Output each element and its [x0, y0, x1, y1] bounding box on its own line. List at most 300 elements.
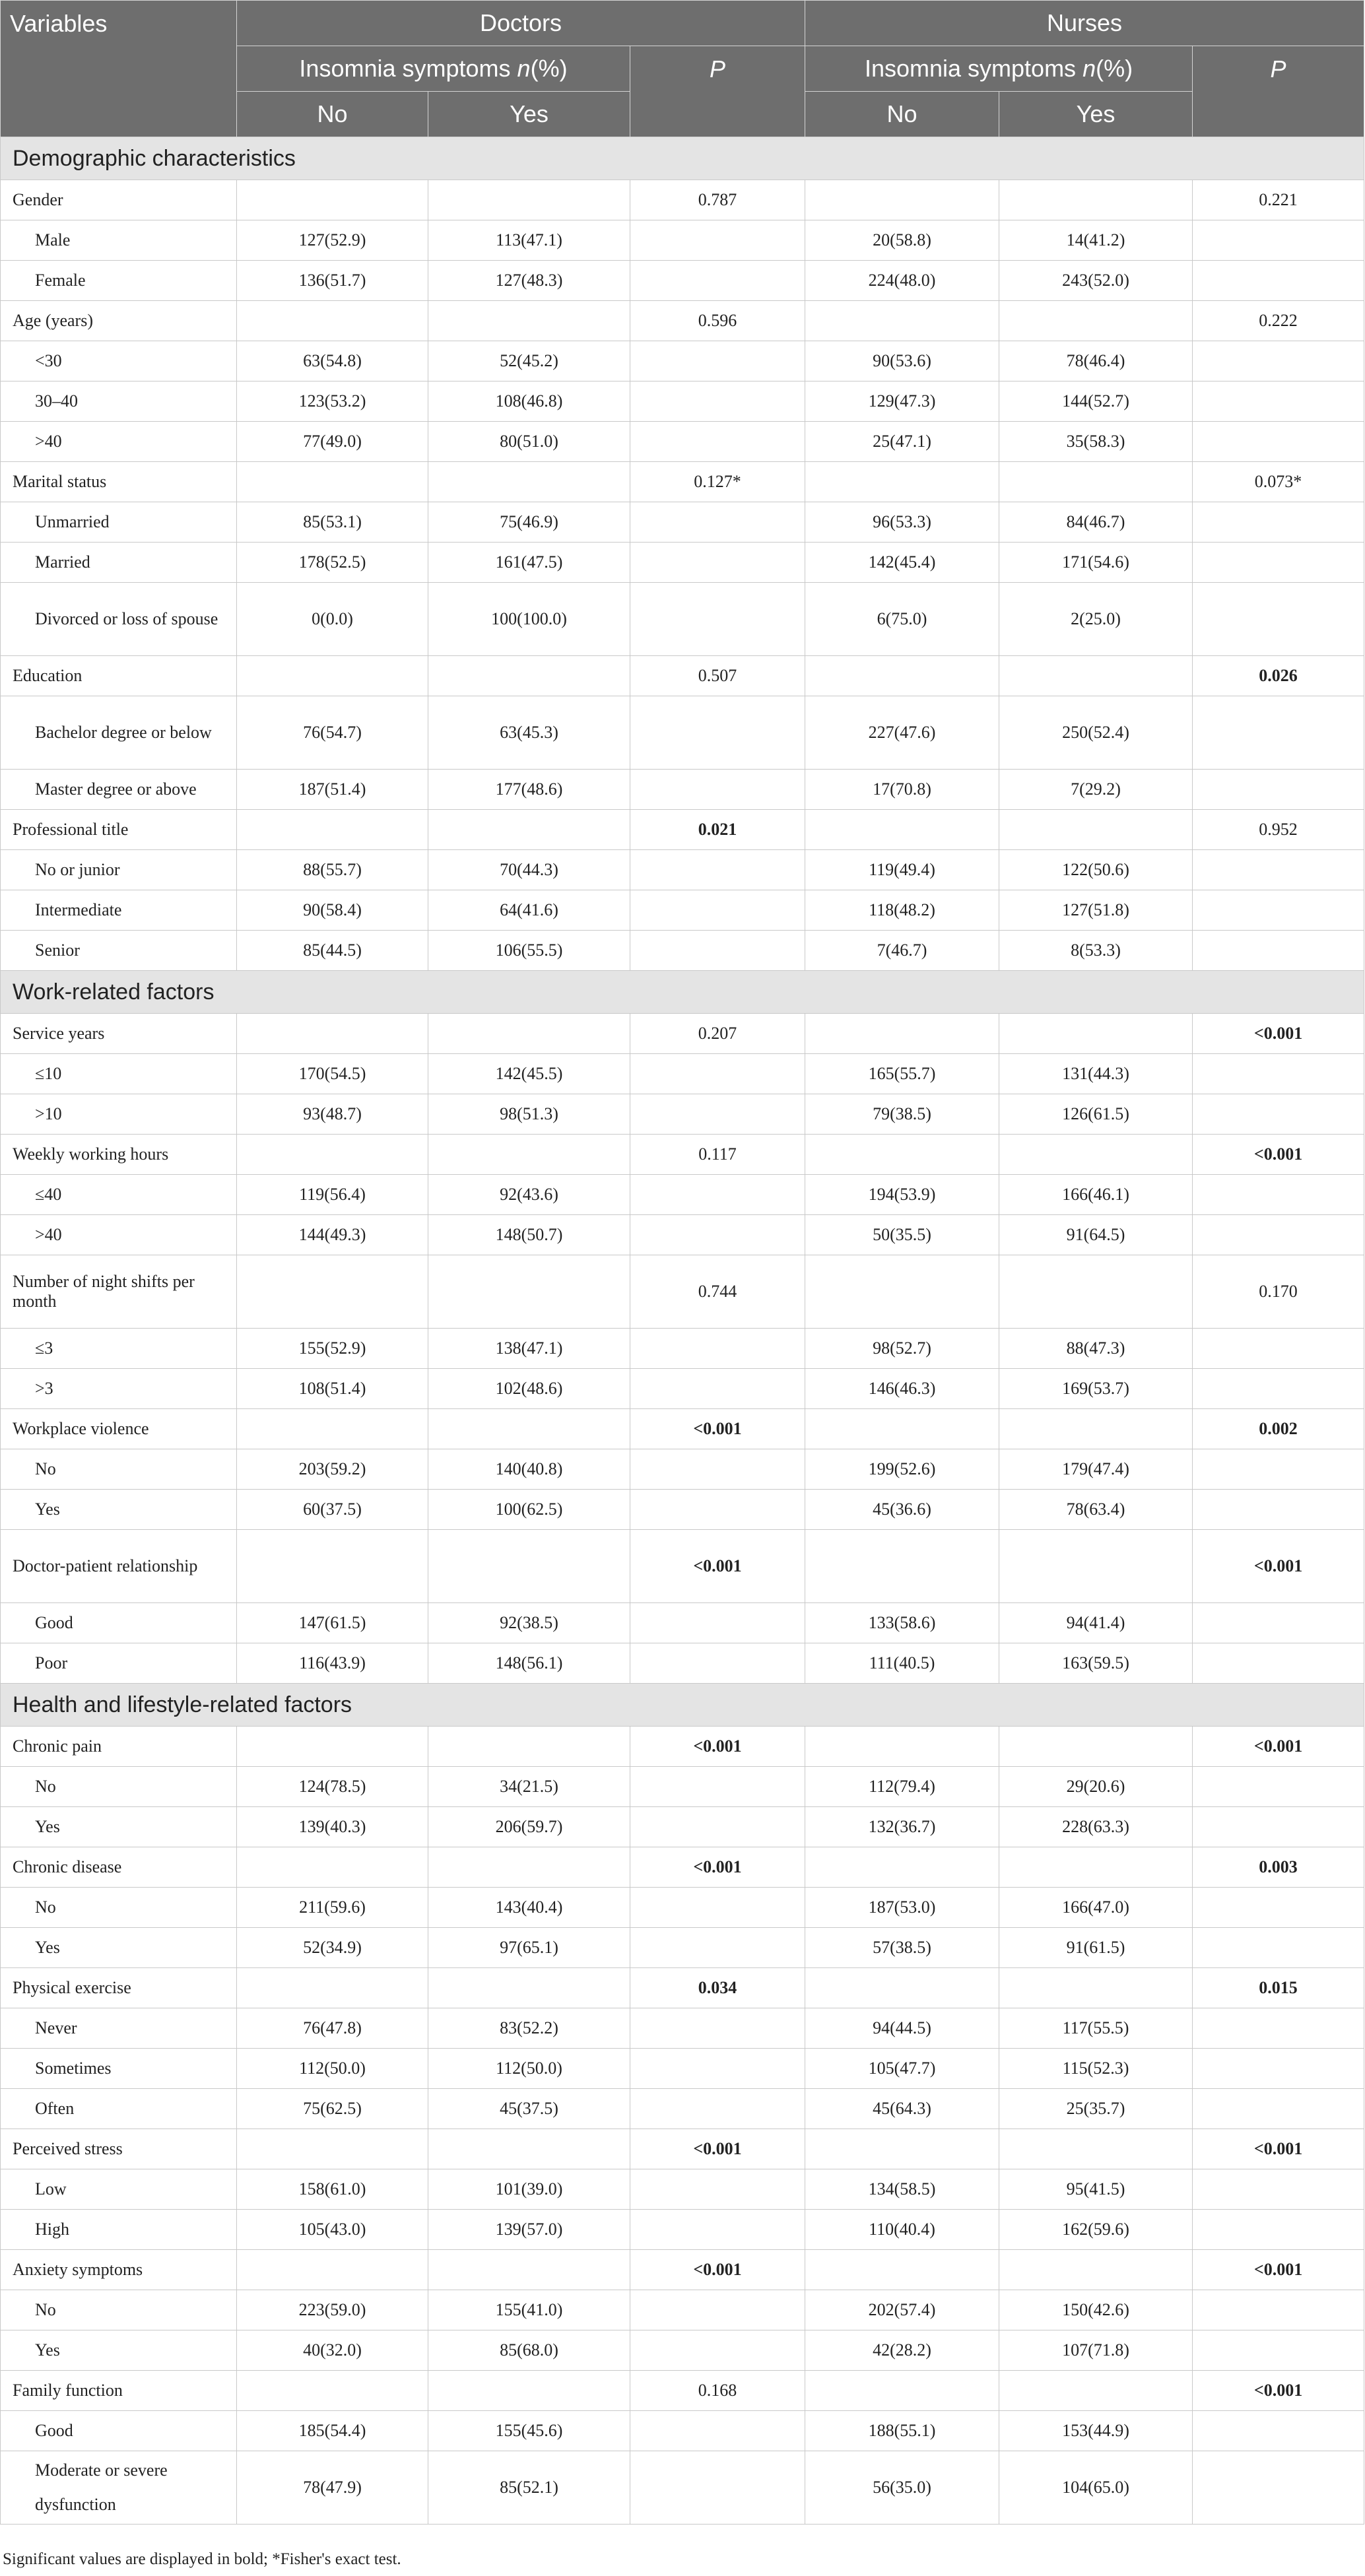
- doctors-p-value: [630, 770, 805, 810]
- doctors-yes-cell: 148(56.1): [428, 1643, 630, 1684]
- doctors-no-cell: [237, 2250, 428, 2290]
- row-label: Age (years): [1, 301, 237, 341]
- row-label: No or junior: [1, 850, 237, 890]
- nurses-yes-cell: 126(61.5): [999, 1094, 1193, 1135]
- doctors-p-value: [630, 341, 805, 381]
- doctors-yes-cell: 127(48.3): [428, 261, 630, 301]
- nurses-yes-cell: [999, 1255, 1193, 1329]
- doctors-p-value: 0.207: [630, 1014, 805, 1054]
- doctors-p-value: [630, 1215, 805, 1255]
- nurses-yes-cell: 14(41.2): [999, 220, 1193, 261]
- nurses-yes-cell: [999, 1968, 1193, 2008]
- nurses-no-cell: [805, 2129, 999, 2169]
- nurses-yes-cell: [999, 656, 1193, 696]
- doctors-no-cell: 76(47.8): [237, 2008, 428, 2049]
- doctors-no-cell: [237, 1530, 428, 1603]
- doctors-no-cell: 170(54.5): [237, 1054, 428, 1094]
- variable-row: [1, 1409, 1364, 1449]
- doctors-no-cell: 203(59.2): [237, 1449, 428, 1490]
- nurses-p-value: [1193, 583, 1364, 656]
- nurses-no-cell: 119(49.4): [805, 850, 999, 890]
- category-row: [1, 931, 1364, 971]
- doctors-no-cell: [237, 1135, 428, 1175]
- doctors-p-value: [630, 261, 805, 301]
- nurses-p-value: [1193, 422, 1364, 462]
- doctors-yes-cell: [428, 2250, 630, 2290]
- nurses-p-value: [1193, 850, 1364, 890]
- nurses-yes-cell: 107(71.8): [999, 2330, 1193, 2371]
- doctors-yes-cell: 92(38.5): [428, 1603, 630, 1643]
- category-row: [1, 1888, 1364, 1928]
- nurses-p-value: [1193, 1888, 1364, 1928]
- nurses-p-value: <0.001: [1193, 2250, 1364, 2290]
- row-label: >3: [1, 1369, 237, 1409]
- nurses-p-value: [1193, 1175, 1364, 1215]
- doctors-p-value: [630, 422, 805, 462]
- nurses-p-value: <0.001: [1193, 2129, 1364, 2169]
- doctors-p-value: [630, 2451, 805, 2525]
- doctors-no-cell: 116(43.9): [237, 1643, 428, 1684]
- row-label: Bachelor degree or below: [1, 696, 237, 770]
- category-row: [1, 1490, 1364, 1530]
- nurses-yes-cell: [999, 810, 1193, 850]
- doctors-p-value: 0.168: [630, 2371, 805, 2411]
- header-doctors-insomnia: Insomnia symptoms n(%): [237, 46, 630, 92]
- nurses-p-value: [1193, 1054, 1364, 1094]
- row-label: Yes: [1, 1807, 237, 1847]
- variable-row: [1, 180, 1364, 220]
- doctors-yes-cell: 85(68.0): [428, 2330, 630, 2371]
- nurses-no-cell: 94(44.5): [805, 2008, 999, 2049]
- doctors-yes-cell: [428, 462, 630, 502]
- nurses-yes-cell: 94(41.4): [999, 1603, 1193, 1643]
- doctors-p-value: [630, 1369, 805, 1409]
- row-label: >40: [1, 422, 237, 462]
- nurses-no-cell: 112(79.4): [805, 1767, 999, 1807]
- row-label: >40: [1, 1215, 237, 1255]
- nurses-p-value: [1193, 1094, 1364, 1135]
- row-label: Chronic disease: [1, 1847, 237, 1888]
- row-label: Education: [1, 656, 237, 696]
- row-label: Chronic pain: [1, 1727, 237, 1767]
- nurses-p-value: 0.170: [1193, 1255, 1364, 1329]
- row-label: Service years: [1, 1014, 237, 1054]
- nurses-no-cell: [805, 1255, 999, 1329]
- nurses-yes-cell: 243(52.0): [999, 261, 1193, 301]
- nurses-no-cell: 224(48.0): [805, 261, 999, 301]
- row-label: Male: [1, 220, 237, 261]
- doctors-yes-cell: 100(62.5): [428, 1490, 630, 1530]
- category-row: [1, 2290, 1364, 2330]
- nurses-yes-cell: 25(35.7): [999, 2089, 1193, 2129]
- row-label: High: [1, 2210, 237, 2250]
- nurses-yes-cell: [999, 1847, 1193, 1888]
- variable-row: [1, 1727, 1364, 1767]
- doctors-no-cell: 105(43.0): [237, 2210, 428, 2250]
- row-label: Good: [1, 2411, 237, 2451]
- nurses-p-value: [1193, 1767, 1364, 1807]
- nurses-p-value: [1193, 931, 1364, 971]
- nurses-no-cell: 56(35.0): [805, 2451, 999, 2525]
- category-row: [1, 543, 1364, 583]
- doctors-no-cell: 60(37.5): [237, 1490, 428, 1530]
- doctors-yes-cell: 102(48.6): [428, 1369, 630, 1409]
- header-nurses-insomnia: Insomnia symptoms n(%): [805, 46, 1193, 92]
- doctors-no-cell: [237, 2129, 428, 2169]
- nurses-p-value: [1193, 2008, 1364, 2049]
- doctors-p-value: [630, 1643, 805, 1684]
- nurses-yes-cell: 7(29.2): [999, 770, 1193, 810]
- nurses-yes-cell: 144(52.7): [999, 381, 1193, 422]
- header-nurses-p: P: [1193, 46, 1364, 137]
- doctors-p-value: <0.001: [630, 1530, 805, 1603]
- nurses-no-cell: [805, 656, 999, 696]
- nurses-no-cell: 42(28.2): [805, 2330, 999, 2371]
- nurses-no-cell: 7(46.7): [805, 931, 999, 971]
- nurses-p-value: [1193, 220, 1364, 261]
- nurses-p-value: 0.073*: [1193, 462, 1364, 502]
- doctors-yes-cell: [428, 1014, 630, 1054]
- nurses-no-cell: 146(46.3): [805, 1369, 999, 1409]
- doctors-yes-cell: 139(57.0): [428, 2210, 630, 2250]
- doctors-no-cell: 0(0.0): [237, 583, 428, 656]
- category-row: [1, 1928, 1364, 1968]
- nurses-yes-cell: [999, 2129, 1193, 2169]
- row-label: Female: [1, 261, 237, 301]
- nurses-yes-cell: 35(58.3): [999, 422, 1193, 462]
- doctors-p-value: [630, 1449, 805, 1490]
- variable-row: [1, 1014, 1364, 1054]
- category-row: [1, 583, 1364, 656]
- doctors-p-value: [630, 1490, 805, 1530]
- nurses-p-value: [1193, 543, 1364, 583]
- row-label: Gender: [1, 180, 237, 220]
- nurses-yes-cell: 84(46.7): [999, 502, 1193, 543]
- doctors-yes-cell: 100(100.0): [428, 583, 630, 656]
- header-doctors-p: P: [630, 46, 805, 137]
- nurses-no-cell: 50(35.5): [805, 1215, 999, 1255]
- doctors-no-cell: 136(51.7): [237, 261, 428, 301]
- nurses-p-value: 0.002: [1193, 1409, 1364, 1449]
- doctors-p-value: [630, 1767, 805, 1807]
- doctors-no-cell: 155(52.9): [237, 1329, 428, 1369]
- row-label: Physical exercise: [1, 1968, 237, 2008]
- nurses-yes-cell: 127(51.8): [999, 890, 1193, 931]
- section-title: Demographic characteristics: [1, 137, 1364, 180]
- doctors-p-value: [630, 1928, 805, 1968]
- doctors-yes-cell: [428, 1530, 630, 1603]
- doctors-yes-cell: [428, 656, 630, 696]
- nurses-yes-cell: 122(50.6): [999, 850, 1193, 890]
- doctors-yes-cell: 45(37.5): [428, 2089, 630, 2129]
- nurses-p-value: <0.001: [1193, 1014, 1364, 1054]
- variable-row: [1, 1968, 1364, 2008]
- row-label: Divorced or loss of spouse: [1, 583, 237, 656]
- category-row: [1, 2049, 1364, 2089]
- doctors-p-value: [630, 543, 805, 583]
- row-label: Weekly working hours: [1, 1135, 237, 1175]
- doctors-p-value: [630, 1329, 805, 1369]
- doctors-p-value: <0.001: [630, 1847, 805, 1888]
- doctors-yes-cell: 101(39.0): [428, 2169, 630, 2210]
- doctors-yes-cell: [428, 1968, 630, 2008]
- category-row: [1, 1094, 1364, 1135]
- nurses-yes-cell: 78(46.4): [999, 341, 1193, 381]
- nurses-p-value: [1193, 2169, 1364, 2210]
- row-label: Master degree or above: [1, 770, 237, 810]
- nurses-p-value: 0.015: [1193, 1968, 1364, 2008]
- category-row: [1, 341, 1364, 381]
- nurses-no-cell: 188(55.1): [805, 2411, 999, 2451]
- doctors-p-value: [630, 2169, 805, 2210]
- doctors-p-value: 0.744: [630, 1255, 805, 1329]
- header-doctors: Doctors: [237, 1, 805, 46]
- row-label: Doctor-patient relationship: [1, 1530, 237, 1603]
- doctors-p-value: [630, 1807, 805, 1847]
- doctors-no-cell: [237, 1255, 428, 1329]
- doctors-yes-cell: 155(45.6): [428, 2411, 630, 2451]
- doctors-p-value: [630, 381, 805, 422]
- nurses-yes-cell: 78(63.4): [999, 1490, 1193, 1530]
- doctors-no-cell: 85(53.1): [237, 502, 428, 543]
- doctors-p-value: [630, 890, 805, 931]
- doctors-yes-cell: 75(46.9): [428, 502, 630, 543]
- row-label: Poor: [1, 1643, 237, 1684]
- variable-row: [1, 656, 1364, 696]
- nurses-p-value: [1193, 1928, 1364, 1968]
- category-row: [1, 890, 1364, 931]
- nurses-no-cell: 187(53.0): [805, 1888, 999, 1928]
- nurses-p-value: [1193, 2089, 1364, 2129]
- row-label: Sometimes: [1, 2049, 237, 2089]
- doctors-no-cell: 76(54.7): [237, 696, 428, 770]
- section-header-row: [1, 1684, 1364, 1727]
- nurses-no-cell: 98(52.7): [805, 1329, 999, 1369]
- doctors-yes-cell: [428, 1255, 630, 1329]
- nurses-no-cell: 57(38.5): [805, 1928, 999, 1968]
- doctors-no-cell: 223(59.0): [237, 2290, 428, 2330]
- doctors-yes-cell: 112(50.0): [428, 2049, 630, 2089]
- row-label: Often: [1, 2089, 237, 2129]
- nurses-yes-cell: 150(42.6): [999, 2290, 1193, 2330]
- row-label: No: [1, 1449, 237, 1490]
- nurses-p-value: [1193, 2451, 1364, 2525]
- doctors-p-value: <0.001: [630, 2250, 805, 2290]
- doctors-p-value: <0.001: [630, 1409, 805, 1449]
- doctors-no-cell: 123(53.2): [237, 381, 428, 422]
- doctors-no-cell: [237, 1014, 428, 1054]
- doctors-no-cell: [237, 1409, 428, 1449]
- nurses-no-cell: [805, 462, 999, 502]
- category-row: [1, 1767, 1364, 1807]
- nurses-yes-cell: 88(47.3): [999, 1329, 1193, 1369]
- row-label: Family function: [1, 2371, 237, 2411]
- doctors-no-cell: 108(51.4): [237, 1369, 428, 1409]
- nurses-no-cell: 132(36.7): [805, 1807, 999, 1847]
- category-row: [1, 2451, 1364, 2525]
- category-row: [1, 2008, 1364, 2049]
- doctors-p-value: [630, 2290, 805, 2330]
- section-title: Health and lifestyle-related factors: [1, 1684, 1364, 1727]
- doctors-no-cell: 78(47.9): [237, 2451, 428, 2525]
- nurses-p-value: [1193, 1449, 1364, 1490]
- doctors-p-value: [630, 2330, 805, 2371]
- doctors-p-value: [630, 1175, 805, 1215]
- doctors-yes-cell: 34(21.5): [428, 1767, 630, 1807]
- category-row: [1, 1603, 1364, 1643]
- row-label: Married: [1, 543, 237, 583]
- nurses-no-cell: 45(36.6): [805, 1490, 999, 1530]
- nurses-yes-cell: [999, 462, 1193, 502]
- doctors-yes-cell: [428, 2129, 630, 2169]
- nurses-p-value: [1193, 1643, 1364, 1684]
- nurses-yes-cell: 2(25.0): [999, 583, 1193, 656]
- doctors-no-cell: [237, 656, 428, 696]
- nurses-no-cell: [805, 1847, 999, 1888]
- nurses-no-cell: [805, 301, 999, 341]
- nurses-yes-cell: 171(54.6): [999, 543, 1193, 583]
- doctors-no-cell: 144(49.3): [237, 1215, 428, 1255]
- category-row: [1, 1175, 1364, 1215]
- doctors-p-value: [630, 583, 805, 656]
- nurses-yes-cell: [999, 2371, 1193, 2411]
- category-row: [1, 261, 1364, 301]
- nurses-no-cell: [805, 1968, 999, 2008]
- doctors-p-value: [630, 1094, 805, 1135]
- nurses-p-value: [1193, 696, 1364, 770]
- nurses-p-value: [1193, 2330, 1364, 2371]
- doctors-no-cell: 85(44.5): [237, 931, 428, 971]
- nurses-yes-cell: 166(46.1): [999, 1175, 1193, 1215]
- table-body: [1, 137, 1364, 2525]
- doctors-yes-cell: 97(65.1): [428, 1928, 630, 1968]
- doctors-no-cell: [237, 462, 428, 502]
- doctors-yes-cell: [428, 2371, 630, 2411]
- nurses-no-cell: [805, 1530, 999, 1603]
- nurses-yes-cell: 115(52.3): [999, 2049, 1193, 2089]
- nurses-p-value: [1193, 381, 1364, 422]
- doctors-yes-cell: [428, 1409, 630, 1449]
- nurses-no-cell: [805, 180, 999, 220]
- nurses-p-value: <0.001: [1193, 1135, 1364, 1175]
- row-label: ≤10: [1, 1054, 237, 1094]
- nurses-no-cell: 45(64.3): [805, 2089, 999, 2129]
- row-label: ≤3: [1, 1329, 237, 1369]
- doctors-no-cell: 119(56.4): [237, 1175, 428, 1215]
- nurses-yes-cell: 95(41.5): [999, 2169, 1193, 2210]
- nurses-yes-cell: 153(44.9): [999, 2411, 1193, 2451]
- nurses-no-cell: 165(55.7): [805, 1054, 999, 1094]
- nurses-p-value: [1193, 2290, 1364, 2330]
- nurses-p-value: [1193, 2210, 1364, 2250]
- doctors-yes-cell: 108(46.8): [428, 381, 630, 422]
- doctors-no-cell: [237, 2371, 428, 2411]
- doctors-no-cell: 77(49.0): [237, 422, 428, 462]
- nurses-no-cell: 227(47.6): [805, 696, 999, 770]
- doctors-yes-cell: 138(47.1): [428, 1329, 630, 1369]
- nurses-no-cell: 17(70.8): [805, 770, 999, 810]
- nurses-no-cell: [805, 1409, 999, 1449]
- category-row: [1, 2169, 1364, 2210]
- nurses-yes-cell: 228(63.3): [999, 1807, 1193, 1847]
- header-doctors-no: No: [237, 92, 428, 137]
- variable-row: [1, 462, 1364, 502]
- nurses-yes-cell: [999, 2250, 1193, 2290]
- nurses-yes-cell: 162(59.6): [999, 2210, 1193, 2250]
- nurses-yes-cell: 104(65.0): [999, 2451, 1193, 2525]
- nurses-yes-cell: 179(47.4): [999, 1449, 1193, 1490]
- doctors-no-cell: [237, 810, 428, 850]
- nurses-no-cell: [805, 810, 999, 850]
- doctors-no-cell: 88(55.7): [237, 850, 428, 890]
- doctors-no-cell: 93(48.7): [237, 1094, 428, 1135]
- doctors-p-value: [630, 1888, 805, 1928]
- doctors-no-cell: [237, 301, 428, 341]
- doctors-p-value: [630, 696, 805, 770]
- nurses-no-cell: [805, 1135, 999, 1175]
- doctors-no-cell: 63(54.8): [237, 341, 428, 381]
- nurses-yes-cell: [999, 301, 1193, 341]
- nurses-yes-cell: 29(20.6): [999, 1767, 1193, 1807]
- nurses-no-cell: [805, 1727, 999, 1767]
- doctors-yes-cell: 113(47.1): [428, 220, 630, 261]
- nurses-p-value: <0.001: [1193, 2371, 1364, 2411]
- doctors-p-value: [630, 850, 805, 890]
- doctors-p-value: [630, 1054, 805, 1094]
- category-row: [1, 1215, 1364, 1255]
- row-label: Never: [1, 2008, 237, 2049]
- doctors-yes-cell: 80(51.0): [428, 422, 630, 462]
- section-header-row: [1, 971, 1364, 1014]
- row-label: Number of night shifts per month: [1, 1255, 237, 1329]
- category-row: [1, 1329, 1364, 1369]
- doctors-no-cell: 90(58.4): [237, 890, 428, 931]
- doctors-p-value: [630, 931, 805, 971]
- category-row: [1, 422, 1364, 462]
- nurses-no-cell: 90(53.6): [805, 341, 999, 381]
- doctors-yes-cell: 161(47.5): [428, 543, 630, 583]
- nurses-yes-cell: 163(59.5): [999, 1643, 1193, 1684]
- doctors-no-cell: [237, 1727, 428, 1767]
- nurses-yes-cell: [999, 1135, 1193, 1175]
- row-label: Workplace violence: [1, 1409, 237, 1449]
- row-label: Yes: [1, 1928, 237, 1968]
- nurses-yes-cell: 169(53.7): [999, 1369, 1193, 1409]
- row-label: Low: [1, 2169, 237, 2210]
- doctors-no-cell: [237, 1847, 428, 1888]
- row-label: No: [1, 2290, 237, 2330]
- doctors-yes-cell: [428, 1135, 630, 1175]
- nurses-no-cell: 129(47.3): [805, 381, 999, 422]
- section-title: Work-related factors: [1, 971, 1364, 1014]
- doctors-yes-cell: 155(41.0): [428, 2290, 630, 2330]
- doctors-p-value: [630, 2210, 805, 2250]
- nurses-no-cell: [805, 1014, 999, 1054]
- category-row: [1, 502, 1364, 543]
- nurses-p-value: [1193, 2049, 1364, 2089]
- doctors-p-value: [630, 2008, 805, 2049]
- doctors-p-value: 0.596: [630, 301, 805, 341]
- doctors-no-cell: 147(61.5): [237, 1603, 428, 1643]
- doctors-no-cell: 124(78.5): [237, 1767, 428, 1807]
- doctors-p-value: 0.787: [630, 180, 805, 220]
- nurses-no-cell: 79(38.5): [805, 1094, 999, 1135]
- row-label: Professional title: [1, 810, 237, 850]
- doctors-yes-cell: 177(48.6): [428, 770, 630, 810]
- doctors-yes-cell: 142(45.5): [428, 1054, 630, 1094]
- row-label: Senior: [1, 931, 237, 971]
- doctors-p-value: [630, 2411, 805, 2451]
